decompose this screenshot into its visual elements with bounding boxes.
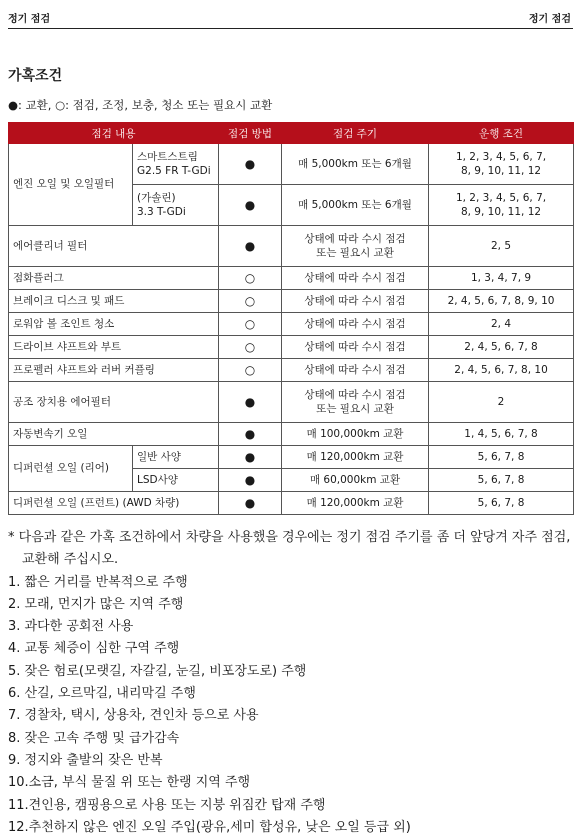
method-cell: ● (219, 382, 282, 423)
diff-sub-label: 일반 사양 (133, 446, 219, 469)
item-cell: 에어클리너 필터 (9, 226, 219, 267)
method-cell: ● (219, 185, 282, 226)
table-row (9, 423, 574, 446)
engine-sub-label (133, 185, 219, 226)
table-row (9, 313, 574, 336)
list-item: 7. 경찰차, 택시, 상용차, 견인차 등으로 사용 (8, 708, 259, 724)
cycle-cell (282, 382, 429, 423)
header-item: 점검 내용 (9, 123, 219, 144)
cycle-cell: 매 5,000km 또는 6개월 (282, 144, 429, 185)
cycle-cell: 매 120,000km 교환 (282, 446, 429, 469)
cond-line: 1, 2, 3, 4, 5, 6, 7, (455, 150, 547, 163)
list-item: 10.소금, 부식 물질 위 또는 한랭 지역 주행 (8, 775, 251, 791)
table-row (9, 290, 574, 313)
condition-cell: 5, 6, 7, 8 (429, 469, 574, 492)
header-divider (8, 28, 573, 29)
condition-cell: 2, 4, 5, 6, 7, 8 (429, 336, 574, 359)
header-left: 정기 점검 (8, 14, 51, 25)
cycle-cell: 매 100,000km 교환 (282, 423, 429, 446)
list-item: 6. 산길, 오르막길, 내리막길 주행 (8, 686, 196, 702)
condition-cell: 1, 3, 4, 7, 9 (429, 267, 574, 290)
cond-line: 8, 9, 10, 11, 12 (460, 206, 542, 218)
method-cell: ● (219, 446, 282, 469)
cycle-cell: 상태에 따라 수시 점검 (282, 267, 429, 290)
condition-cell (429, 144, 574, 185)
condition-cell (429, 185, 574, 226)
table-row (9, 267, 574, 290)
cycle-cell: 매 120,000km 교환 (282, 492, 429, 515)
table-header-row (9, 123, 574, 144)
condition-cell: 2, 4, 5, 6, 7, 8, 10 (429, 359, 574, 382)
cond-line: 1, 2, 3, 4, 5, 6, 7, (455, 191, 547, 204)
table-row (9, 226, 574, 267)
sub-line: (가솔린) (137, 191, 176, 204)
condition-cell: 2 (429, 382, 574, 423)
list-item: 12.추천하지 않은 엔진 오일 주입(광유,세미 합성유, 낮은 오일 등급 외) (8, 819, 411, 835)
condition-cell: 1, 4, 5, 6, 7, 8 (429, 423, 574, 446)
section-title: 가혹조건 (8, 68, 63, 84)
list-item: 9. 정지와 출발의 잦은 반복 (8, 752, 163, 768)
item-cell: 브레이크 디스크 및 패드 (9, 290, 219, 313)
sub-line: 3.3 T-GDi (137, 206, 186, 218)
maintenance-table (8, 122, 574, 515)
table-row (9, 382, 574, 423)
engine-oil-label: 엔진 오일 및 오일필터 (9, 144, 133, 226)
item-cell: 자동변속기 오일 (9, 423, 219, 446)
header-condition: 운행 조건 (429, 123, 574, 144)
table-row (9, 144, 574, 185)
method-cell: ● (219, 226, 282, 267)
legend: ●: 교환, ○: 점검, 조정, 보충, 청소 또는 필요시 교환 (8, 98, 273, 112)
list-item: 5. 잦은 험로(모랫길, 자갈길, 눈길, 비포장도로) 주행 (8, 663, 307, 679)
method-cell: ○ (219, 359, 282, 382)
sub-line: G2.5 FR T-GDi (137, 165, 211, 177)
condition-cell: 5, 6, 7, 8 (429, 492, 574, 515)
diff-sub-label: LSD사양 (133, 469, 219, 492)
cycle-line: 상태에 따라 수시 점검 (304, 232, 406, 245)
cycle-cell (282, 226, 429, 267)
method-cell: ● (219, 144, 282, 185)
header-method: 점검 방법 (219, 123, 282, 144)
condition-cell: 2, 5 (429, 226, 574, 267)
table-row (9, 336, 574, 359)
item-cell: 디퍼런셜 오일 (프런트) (AWD 차량) (9, 492, 219, 515)
item-cell: 점화플러그 (9, 267, 219, 290)
header-cycle: 점검 주기 (282, 123, 429, 144)
sub-line: 스마트스트림 (137, 150, 198, 163)
condition-cell: 2, 4 (429, 313, 574, 336)
item-cell: 공조 장치용 에어필터 (9, 382, 219, 423)
cycle-cell: 상태에 따라 수시 점검 (282, 359, 429, 382)
cycle-cell: 상태에 따라 수시 점검 (282, 336, 429, 359)
notes (8, 527, 574, 839)
diff-rear-label: 디퍼런셜 오일 (리어) (9, 446, 133, 492)
item-cell: 로워암 볼 조인트 청소 (9, 313, 219, 336)
cycle-line: 또는 필요시 교환 (316, 403, 394, 415)
cycle-line: 상태에 따라 수시 점검 (304, 388, 406, 401)
notes-intro: * 다음과 같은 가혹 조건하에서 차량을 사용했을 경우에는 정기 점검 주기를 좀 더 앞당겨 자주 점검, 교환해 주십시오. (8, 530, 571, 568)
item-cell: 프로펠러 샤프트와 러버 커플링 (9, 359, 219, 382)
engine-sub-label (133, 144, 219, 185)
list-item: 1. 짧은 거리를 반복적으로 주행 (8, 574, 188, 590)
method-cell: ● (219, 423, 282, 446)
method-cell: ○ (219, 267, 282, 290)
table-row (9, 359, 574, 382)
header-right: 정기 점검 (528, 14, 571, 25)
list-item: 3. 과다한 공회전 사용 (8, 619, 134, 635)
method-cell: ○ (219, 313, 282, 336)
condition-cell: 2, 4, 5, 6, 7, 8, 9, 10 (429, 290, 574, 313)
cycle-cell: 매 5,000km 또는 6개월 (282, 185, 429, 226)
method-cell: ○ (219, 336, 282, 359)
item-cell: 드라이브 샤프트와 부트 (9, 336, 219, 359)
list-item: 2. 모래, 먼지가 많은 지역 주행 (8, 596, 184, 612)
table-row (9, 446, 574, 469)
list-item: 11.견인용, 캠핑용으로 사용 또는 지붕 위짐칸 탑재 주행 (8, 797, 326, 813)
cycle-cell: 상태에 따라 수시 점검 (282, 290, 429, 313)
method-cell: ● (219, 492, 282, 515)
cycle-line: 또는 필요시 교환 (316, 247, 394, 259)
cycle-cell: 매 60,000km 교환 (282, 469, 429, 492)
table-row (9, 492, 574, 515)
list-item: 4. 교통 체증이 심한 구역 주행 (8, 641, 180, 657)
condition-cell: 5, 6, 7, 8 (429, 446, 574, 469)
method-cell: ● (219, 469, 282, 492)
list-item: 8. 잦은 고속 주행 및 급가감속 (8, 730, 180, 746)
cycle-cell: 상태에 따라 수시 점검 (282, 313, 429, 336)
method-cell: ○ (219, 290, 282, 313)
cond-line: 8, 9, 10, 11, 12 (460, 165, 542, 177)
